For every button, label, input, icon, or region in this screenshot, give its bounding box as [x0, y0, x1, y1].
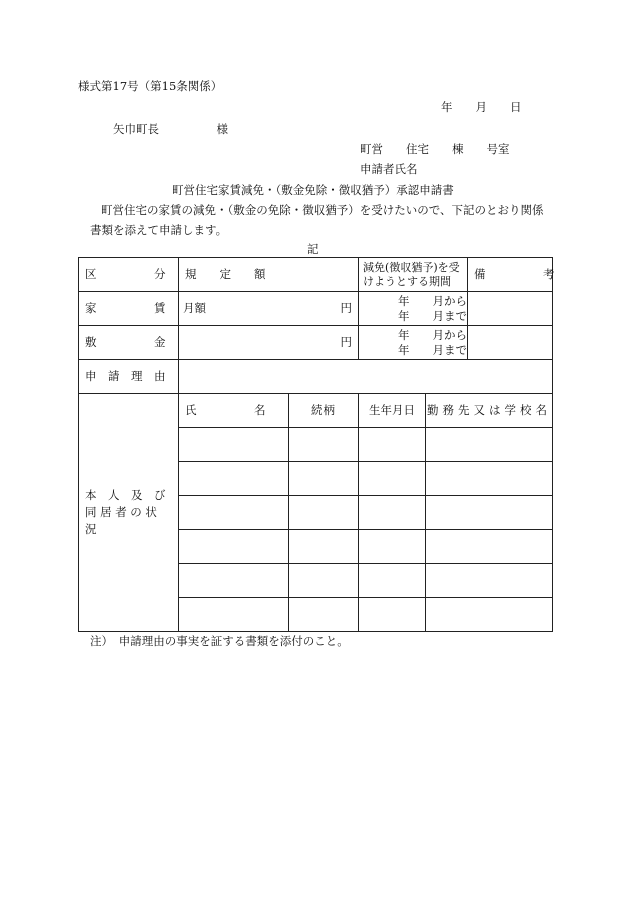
reason-row — [79, 360, 553, 394]
household-name-cell[interactable] — [179, 530, 289, 564]
deposit-amount-cell[interactable] — [179, 326, 359, 360]
header-period — [359, 258, 468, 292]
deposit-period-to: 年 月まで — [398, 342, 468, 357]
household-label-line-2: 同居者の状況 — [85, 505, 161, 536]
header-biko: 備 考 — [468, 258, 553, 292]
rent-amount-cell[interactable] — [179, 292, 359, 326]
household-header-name: 氏 名 — [179, 394, 289, 428]
header-row — [79, 258, 553, 292]
household-name-cell[interactable] — [179, 598, 289, 632]
header-kitei: 規 定 額 — [179, 258, 359, 292]
household-dob-cell[interactable] — [359, 428, 426, 462]
header-period-line-1: 減免(徴収猶予)を受 — [363, 260, 460, 274]
rent-remarks-cell[interactable] — [468, 292, 553, 326]
deposit-label: 敷 金 — [79, 326, 179, 360]
deposit-row — [79, 326, 553, 360]
rent-row — [79, 292, 553, 326]
household-header-dob: 生年月日 — [359, 394, 426, 428]
household-header-row — [79, 394, 553, 428]
reason-label: 申 請 理 由 — [79, 360, 179, 394]
household-dob-cell[interactable] — [359, 564, 426, 598]
household-relation-cell[interactable] — [289, 496, 359, 530]
household-dob-cell[interactable] — [359, 530, 426, 564]
rent-monthly-label: 月額 — [183, 301, 206, 316]
deposit-remarks-cell[interactable] — [468, 326, 553, 360]
household-relation-cell[interactable] — [289, 564, 359, 598]
household-dob-cell[interactable] — [359, 496, 426, 530]
household-label-line-1: 本 人 及 び — [85, 488, 166, 503]
deposit-period-cell[interactable] — [359, 326, 468, 360]
footnote: 注） 申請理由の事実を証する書類を添付のこと。 — [90, 634, 349, 648]
household-dob-cell[interactable] — [359, 598, 426, 632]
rent-period-cell[interactable] — [359, 292, 468, 326]
header-kubun: 区 分 — [79, 258, 179, 292]
household-label — [79, 394, 179, 632]
household-relation-cell[interactable] — [289, 462, 359, 496]
household-work-cell[interactable] — [426, 564, 553, 598]
household-name-cell[interactable] — [179, 496, 289, 530]
date-line: 年 月 日 — [441, 100, 522, 114]
deposit-period-from: 年 月から — [398, 328, 468, 343]
household-work-cell[interactable] — [426, 530, 553, 564]
rent-label: 家 賃 — [79, 292, 179, 326]
household-work-cell[interactable] — [426, 462, 553, 496]
rent-period-to: 年 月まで — [398, 308, 468, 323]
document-title: 町営住宅家賃減免・（敷金免除・徴収猶予）承認申請書 — [172, 183, 454, 197]
ki-label: 記 — [307, 242, 319, 256]
household-relation-cell[interactable] — [289, 428, 359, 462]
body-text-line-2: 書類を添えて申請します。 — [90, 223, 228, 237]
deposit-yen-label: 円 — [340, 335, 353, 350]
household-header-relation: 続柄 — [289, 394, 359, 428]
rent-period-from: 年 月から — [398, 294, 468, 309]
household-relation-cell[interactable] — [289, 530, 359, 564]
household-name-cell[interactable] — [179, 564, 289, 598]
household-work-cell[interactable] — [426, 598, 553, 632]
household-dob-cell[interactable] — [359, 462, 426, 496]
header-period-line-2: けようとする期間 — [363, 274, 452, 288]
household-relation-cell[interactable] — [289, 598, 359, 632]
rent-yen-label: 円 — [340, 301, 353, 316]
form-number: 様式第17号（第15条関係） — [78, 79, 223, 93]
household-header-work: 勤務先又は学校名 — [426, 394, 553, 428]
applicant-name-label: 申請者氏名 — [360, 162, 418, 176]
household-work-cell[interactable] — [426, 428, 553, 462]
application-table — [78, 257, 553, 632]
household-work-cell[interactable] — [426, 496, 553, 530]
addressee: 矢巾町長 様 — [113, 122, 228, 136]
body-text-line-1: 町営住宅の家賃の減免・（敷金の免除・徴収猶予）を受けたいので、下記のとおり関係 — [101, 203, 544, 217]
household-name-cell[interactable] — [179, 462, 289, 496]
housing-line: 町営 住宅 棟 号室 — [360, 142, 510, 156]
household-name-cell[interactable] — [179, 428, 289, 462]
reason-input-cell[interactable] — [179, 360, 553, 394]
